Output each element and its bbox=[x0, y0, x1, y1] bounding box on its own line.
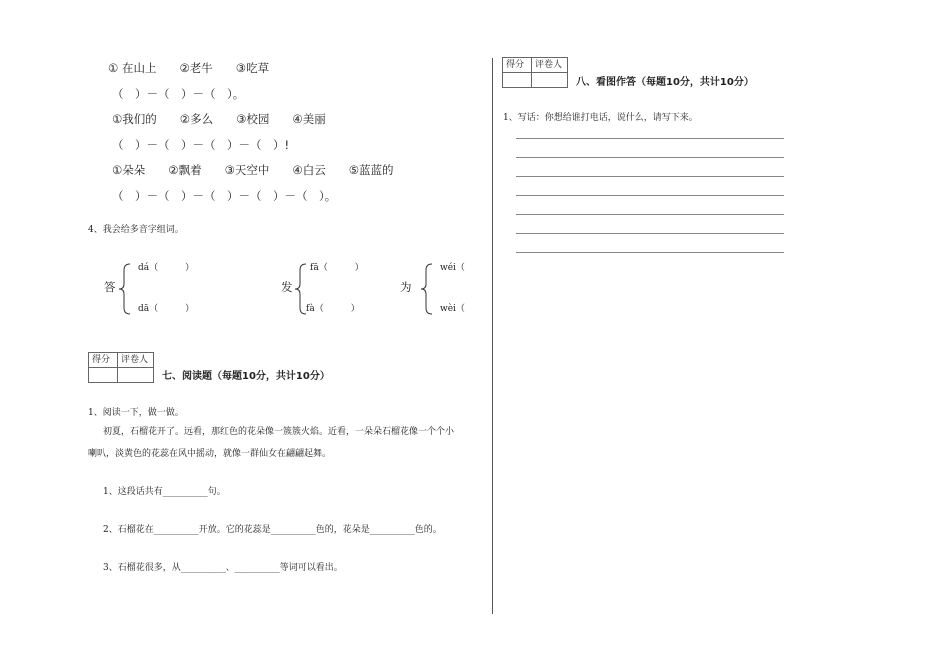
grader-cell[interactable] bbox=[118, 368, 153, 382]
score-cell[interactable] bbox=[503, 73, 532, 87]
score-box-section8 bbox=[502, 57, 568, 88]
group1-answer: （ ）－（ ）－（ ）。 bbox=[112, 87, 245, 101]
group2-words: ①我们的 ②多么 ③校园 ④美丽 bbox=[112, 112, 326, 126]
passage-line2: 喇叭，淡黄色的花蕊在风中摇动，就像一群仙女在翩翩起舞。 bbox=[88, 449, 332, 459]
section7-title: 七、阅读题（每题10分，共计10分） bbox=[162, 371, 330, 382]
brace-icon bbox=[118, 262, 132, 316]
grader-cell[interactable] bbox=[532, 73, 567, 87]
score-cell[interactable] bbox=[89, 368, 118, 382]
group3-answer: （ ）－（ ）－（ ）－（ ）－（ ）。 bbox=[112, 189, 337, 203]
sub-question-1: 1、这段话共有__________句。 bbox=[103, 487, 226, 497]
poly-fa-top: fā（ ） bbox=[310, 263, 364, 273]
column-divider bbox=[492, 58, 493, 614]
score-label: 得分 bbox=[89, 353, 118, 367]
reading-question: 1、阅读一下，做一做。 bbox=[88, 408, 184, 418]
question-4: 4、我会给多音字组词。 bbox=[88, 225, 184, 235]
writing-line[interactable] bbox=[516, 252, 784, 253]
writing-line[interactable] bbox=[516, 176, 784, 177]
score-label: 得分 bbox=[503, 58, 532, 72]
poly-char-fa: 发 bbox=[281, 280, 293, 294]
passage-line1: 初夏，石榴花开了。远看，那红色的花朵像一簇簇火焰。近看，一朵朵石榴花像一个个小 bbox=[103, 427, 455, 437]
sub-question-2: 2、石榴花在__________开放。它的花蕊是__________色的，花朵是__________色的。 bbox=[103, 525, 442, 535]
writing-line[interactable] bbox=[516, 214, 784, 215]
grader-label: 评卷人 bbox=[535, 60, 563, 70]
poly-wei-top: wéi（ bbox=[440, 263, 465, 273]
poly-char-da: 答 bbox=[104, 280, 116, 294]
sub-question-3: 3、石榴花很多，从__________、__________等词可以看出。 bbox=[103, 563, 343, 573]
poly-fa-bottom: fà（ ） bbox=[306, 304, 360, 314]
brace-icon bbox=[420, 262, 434, 316]
poly-da-top: dá（ ） bbox=[138, 263, 195, 273]
group3-words: ①朵朵 ②飘着 ③天空中 ④白云 ⑤蓝蓝的 bbox=[112, 163, 394, 177]
poly-da-bottom: dā（ ） bbox=[138, 304, 195, 314]
grader-label: 评卷人 bbox=[121, 355, 149, 365]
group2-answer: （ ）－（ ）－（ ）－（ ）! bbox=[112, 138, 290, 152]
writing-line[interactable] bbox=[516, 138, 784, 139]
group1-words: ① 在山上 ②老牛 ③吃草 bbox=[108, 61, 270, 75]
score-box-section7 bbox=[88, 352, 154, 383]
writing-line[interactable] bbox=[516, 195, 784, 196]
poly-char-wei: 为 bbox=[400, 280, 412, 294]
writing-question: 1、写话：你想给谁打电话，说什么，请写下来。 bbox=[503, 113, 698, 123]
poly-wei-bottom: wèi（ bbox=[440, 304, 465, 314]
writing-line[interactable] bbox=[516, 233, 784, 234]
writing-line[interactable] bbox=[516, 157, 784, 158]
section8-title: 八、看图作答（每题10分，共计10分） bbox=[576, 77, 754, 88]
